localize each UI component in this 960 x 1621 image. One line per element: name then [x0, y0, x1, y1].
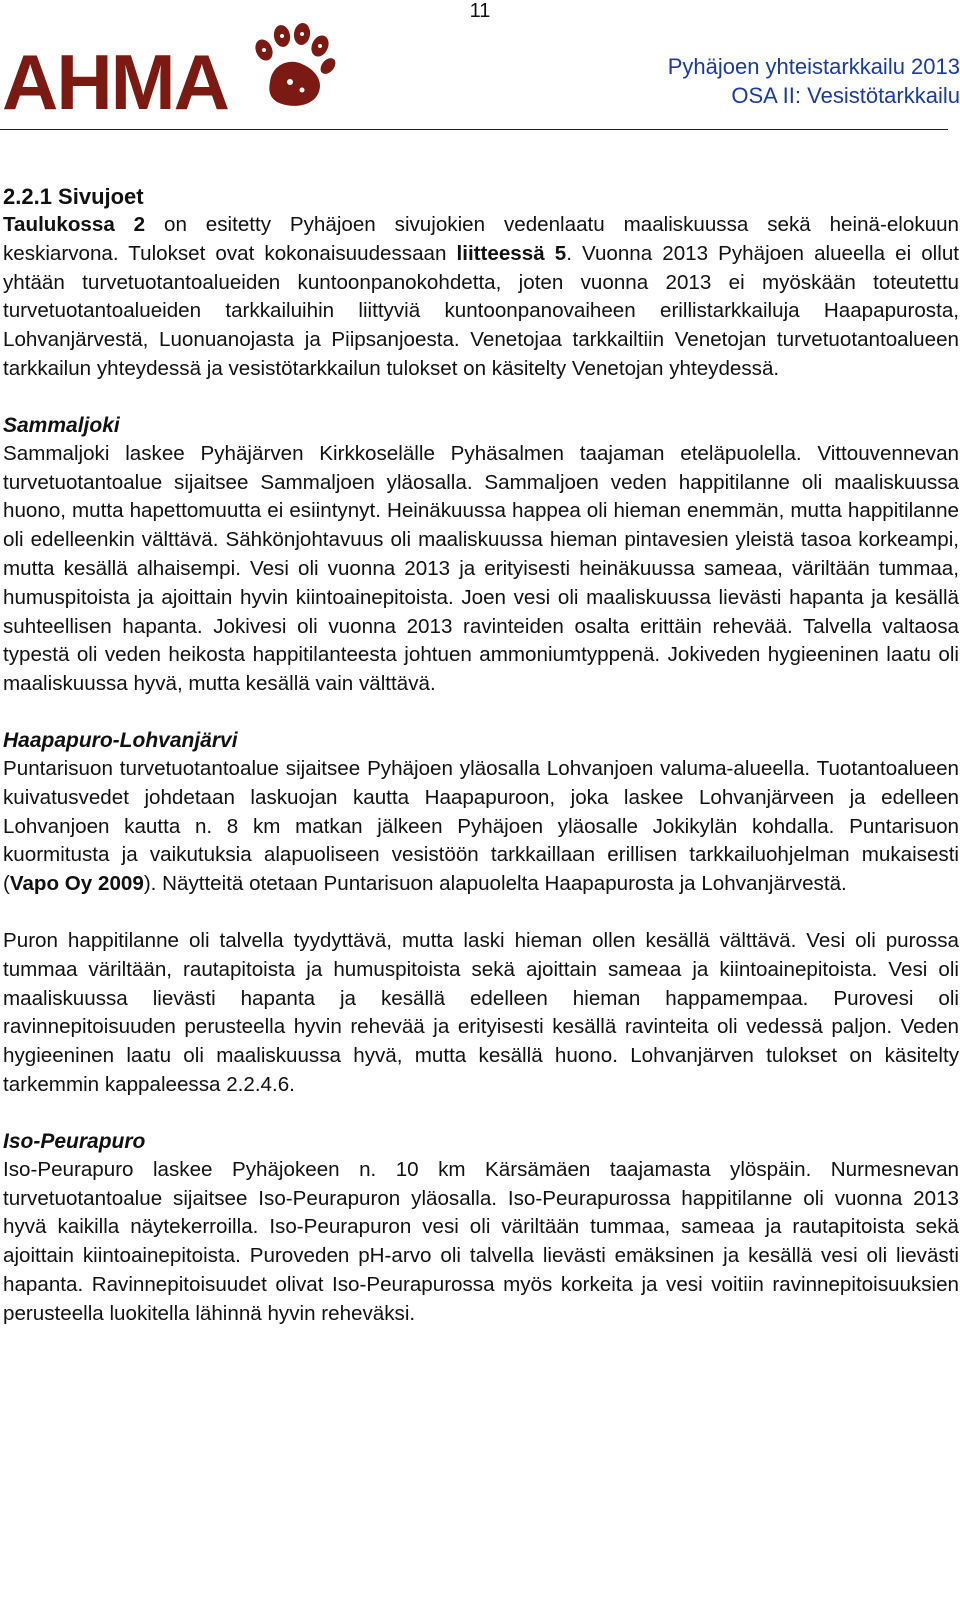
document-body [3, 183, 959, 1329]
isopeurapuro-paragraph: Iso-Peurapuro laskee Pyhäjokeen n. 10 km Kärsämäen taajamasta ylöspäin. Nurmesnevan turvetuotantoalue sijaitsee Iso-Peurapuron yläosalla. Iso-Peurapurossa happitilanne oli vuonna 2013 hyvä kaikilla näytekerroilla. Iso-Peurapuron vesi oli väriltään tummaa, sameaa ja rautapitoista sekä ajoittain kiintoainepitoista. Puroveden pH-arvo oli talvella lievästi emäksinen ja kesällä vesi oli lievästi hapanta. Ravinnepitoisuudet olivat Iso-Peurapurossa myös korkeita ja vesi voitiin ravinnepitoisuuksien perusteella luokitella lähinnä hyvin reheväksi. [3, 1157, 959, 1325]
header-title: Pyhäjoen yhteistarkkailu 2013 [667, 54, 960, 79]
header-divider [0, 129, 948, 130]
table-reference: Taulukossa 2 [3, 213, 146, 236]
document-header [668, 52, 960, 110]
appendix-reference: liitteessä 5 [456, 241, 567, 265]
header-subtitle: OSA II: Vesistötarkkailu [731, 83, 960, 108]
citation-reference: Vapo Oy 2009 [9, 872, 144, 896]
section-title: 2.2.1 Sivujoet [3, 184, 144, 209]
subheading-sammaljoki: Sammaljoki [3, 413, 120, 437]
sammaljoki-paragraph: Sammaljoki laskee Pyhäjärven Kirkkoselälle Pyhäsalmen taajaman eteläpuolella. Vittouvennevan turvetuotantoalue sijaitsee Sammaljoen yläosalla. Sammaljoen veden happitilanne oli maaliskuussa huono, mutta hapettomuutta ei esiintynyt. Heinäkuussa happea oli hieman enemmän, mutta happitilanne oli edelleenkin välttävä. Sähkönjohtavuus oli maaliskuussa hieman pintavesien yleistä tasoa korkeampi, mutta kesällä alhaisempi. Vesi oli vuonna 2013 ja erityisesti heinäkuussa sameaa, väriltään tummaa, humuspitoista ja ajoittain hyvin kiintoainepitoista. Joen vesi oli maaliskuussa lievästi hapanta ja kesällä suhteellisen hapanta. Jokivesi oli vuonna 2013 ravinteiden osalta erittäin rehevää. Talvella valtaosa typestä oli veden heikosta happitilanteesta johtuen ammoniumtyppenä. Jokiveden hygieeninen laatu oli maaliskuussa hyvä, mutta kesällä vain välttävä. [3, 441, 959, 696]
subheading-haapapuro: Haapapuro-Lohvanjärvi [3, 728, 238, 752]
logo-text: AHMA [2, 38, 228, 126]
subheading-isopeurapuro: Iso-Peurapuro [3, 1129, 146, 1153]
haapapuro-paragraph-2: Puron happitilanne oli talvella tyydyttävä, mutta laski hieman ollen kesällä välttävä. Vesi oli purossa tummaa väriltään, rautapitoista ja humuspitoista sekä ajoittain sameaa ja kiintoainepitoista. Vesi oli maaliskuussa lievästi hapanta ja kesällä edelleen hieman happamempaa. Purovesi oli ravinnepitoisuuden perusteella hyvin rehevää ja erityisesti kesällä ravinteita oli vedessä paljon. Veden hygieeninen laatu oli maaliskuussa hyvä, mutta kesällä huono. Lohvanjärven tulokset on käsitelty tarkemmin kappaleessa 2.2.4.6. [3, 928, 959, 1096]
haapapuro-paragraph-1: Puntarisuon turvetuotantoalue sijaitsee Pyhäjoen yläosalla Lohvanjoen valuma-alueella. Tuotantoalueen kuivatusvedet johdetaan laskuojan kautta Haapapuroon, joka laskee Lohvanjärveen ja edelleen Lohvanjoen kautta n. 8 km matkan jälkeen Pyhäjoen yläosalle Jokikylän kohdalla. Puntarisuon kuormitusta ja vaikutuksia alapuoliseen vesistöön tarkkaillaan erillisen tarkkailuohjelman mukaisesti (Vapo Oy 2009). Näytteitä otetaan Puntarisuon alapuolelta Haapapurosta ja Lohvanjärvestä. [3, 756, 959, 896]
paw-print-icon [250, 20, 336, 112]
intro-paragraph: Taulukossa 2 on esitetty Pyhäjoen sivujokien vedenlaatu maaliskuussa sekä heinä-elokuun keskiarvona. Tulokset ovat kokonaisuudessaan liitteessä 5. Vuonna 2013 Pyhäjoen alueella ei ollut yhtään turvetuotantoalueiden kuntoonpanokohdetta, joten vuonna 2013 ei myöskään toteutettu turvetuotantoalueiden tarkkailuihin liittyviä kuntoonpanovaiheen erillistarkkailuja Haapapurosta, Lohvanjärvestä, Luonuanojasta ja Piipsanjoesta. Venetojaa tarkkailtiin Venetojan turvetuotantoalueen tarkkailun yhteydessä ja vesistötarkkailun tulokset on käsitelty Venetojan yhteydessä. [3, 213, 959, 380]
page-number: 11 [469, 0, 491, 22]
ahma-logo [2, 20, 332, 126]
